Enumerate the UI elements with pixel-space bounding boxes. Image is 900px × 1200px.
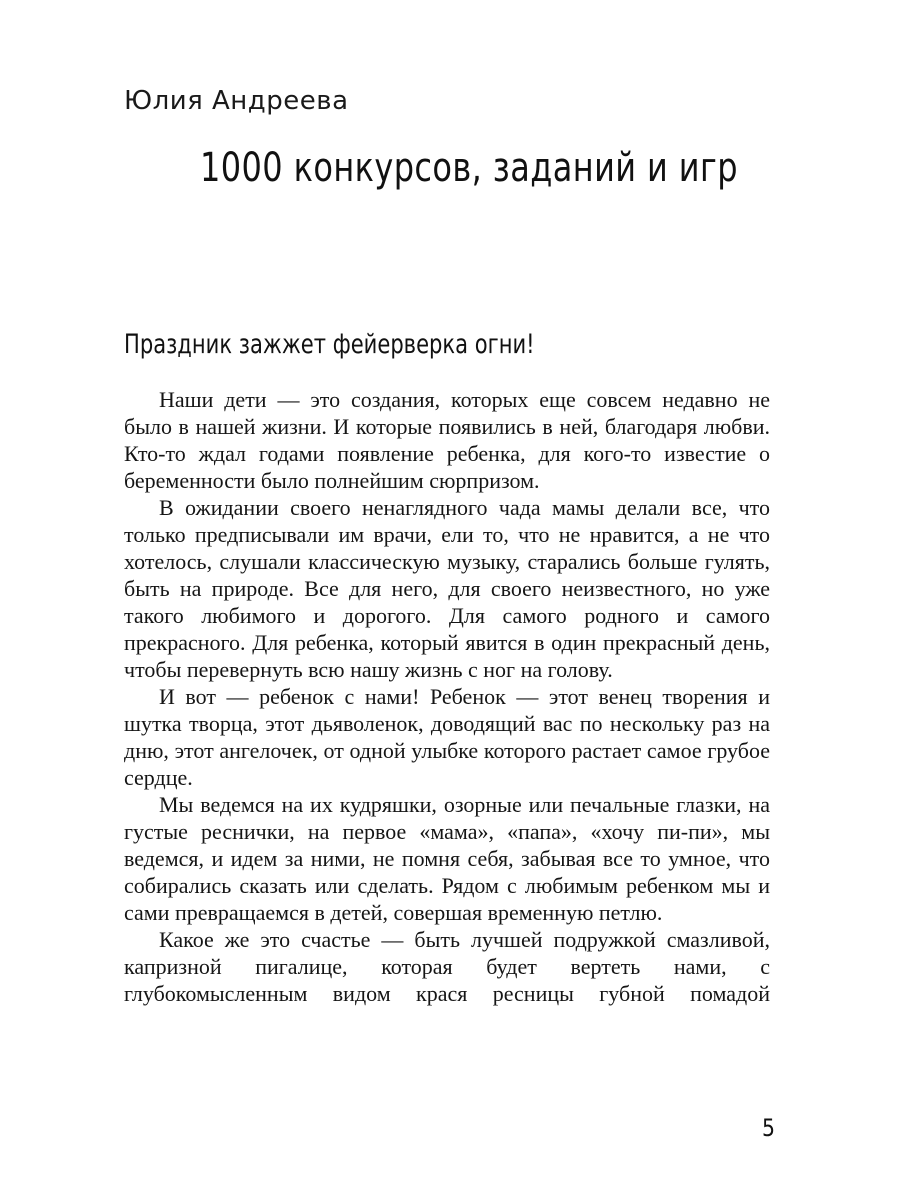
page-number: 5: [762, 1114, 775, 1142]
body-text: [124, 386, 770, 1007]
chapter-title: Праздник зажжет фейерверка огни!: [124, 329, 535, 360]
paragraph: В ожидании своего ненаглядного чада мамы делали все, что только предписывали им врачи, ели то, что не нравится, а не что хотелось, слушали классическую музыку, старались больше гулять, быть на природе. Все для него, для своего неизвестного, но уже такого любимого и дорогого. Для самого родного и самого прекрасного. Для ребенка, который явится в один прекрасный день, чтобы перевернуть всю нашу жизнь с ног на голову.: [124, 495, 770, 682]
paragraph: Какое же это счастье — быть лучшей подружкой смазливой, капризной пигалице, которая будет вертеть нами, с глубокомысленным видом крася ресницы губной помадой: [124, 927, 770, 1006]
paragraph: Мы ведемся на их кудряшки, озорные или печальные глазки, на густые реснички, на первое «мама», «папа», «хочу пи-пи», мы ведемся, и идем за ними, не помня себя, забывая все то умное, что собирались сказать или сделать. Рядом с любимым ребенком мы и сами превращаемся в детей, совершая временную петлю.: [124, 792, 770, 925]
author-name: Юлия Андреева: [124, 86, 349, 116]
paragraph: Наши дети — это создания, которых еще совсем недавно не было в нашей жизни. И которые появились в ней, благодаря любви. Кто-то ждал годами появление ребенка, для кого-то известие о беременности было полнейшим сюрпризом.: [124, 387, 770, 493]
paragraph: И вот — ребенок с нами! Ребенок — этот венец творения и шутка творца, этот дьяволенок, доводящий вас по нескольку раз на дню, этот ангелочек, от одной улыбке которого растает самое грубое сердце.: [124, 684, 770, 790]
book-title: 1000 конкурсов, заданий и игр: [200, 145, 738, 191]
